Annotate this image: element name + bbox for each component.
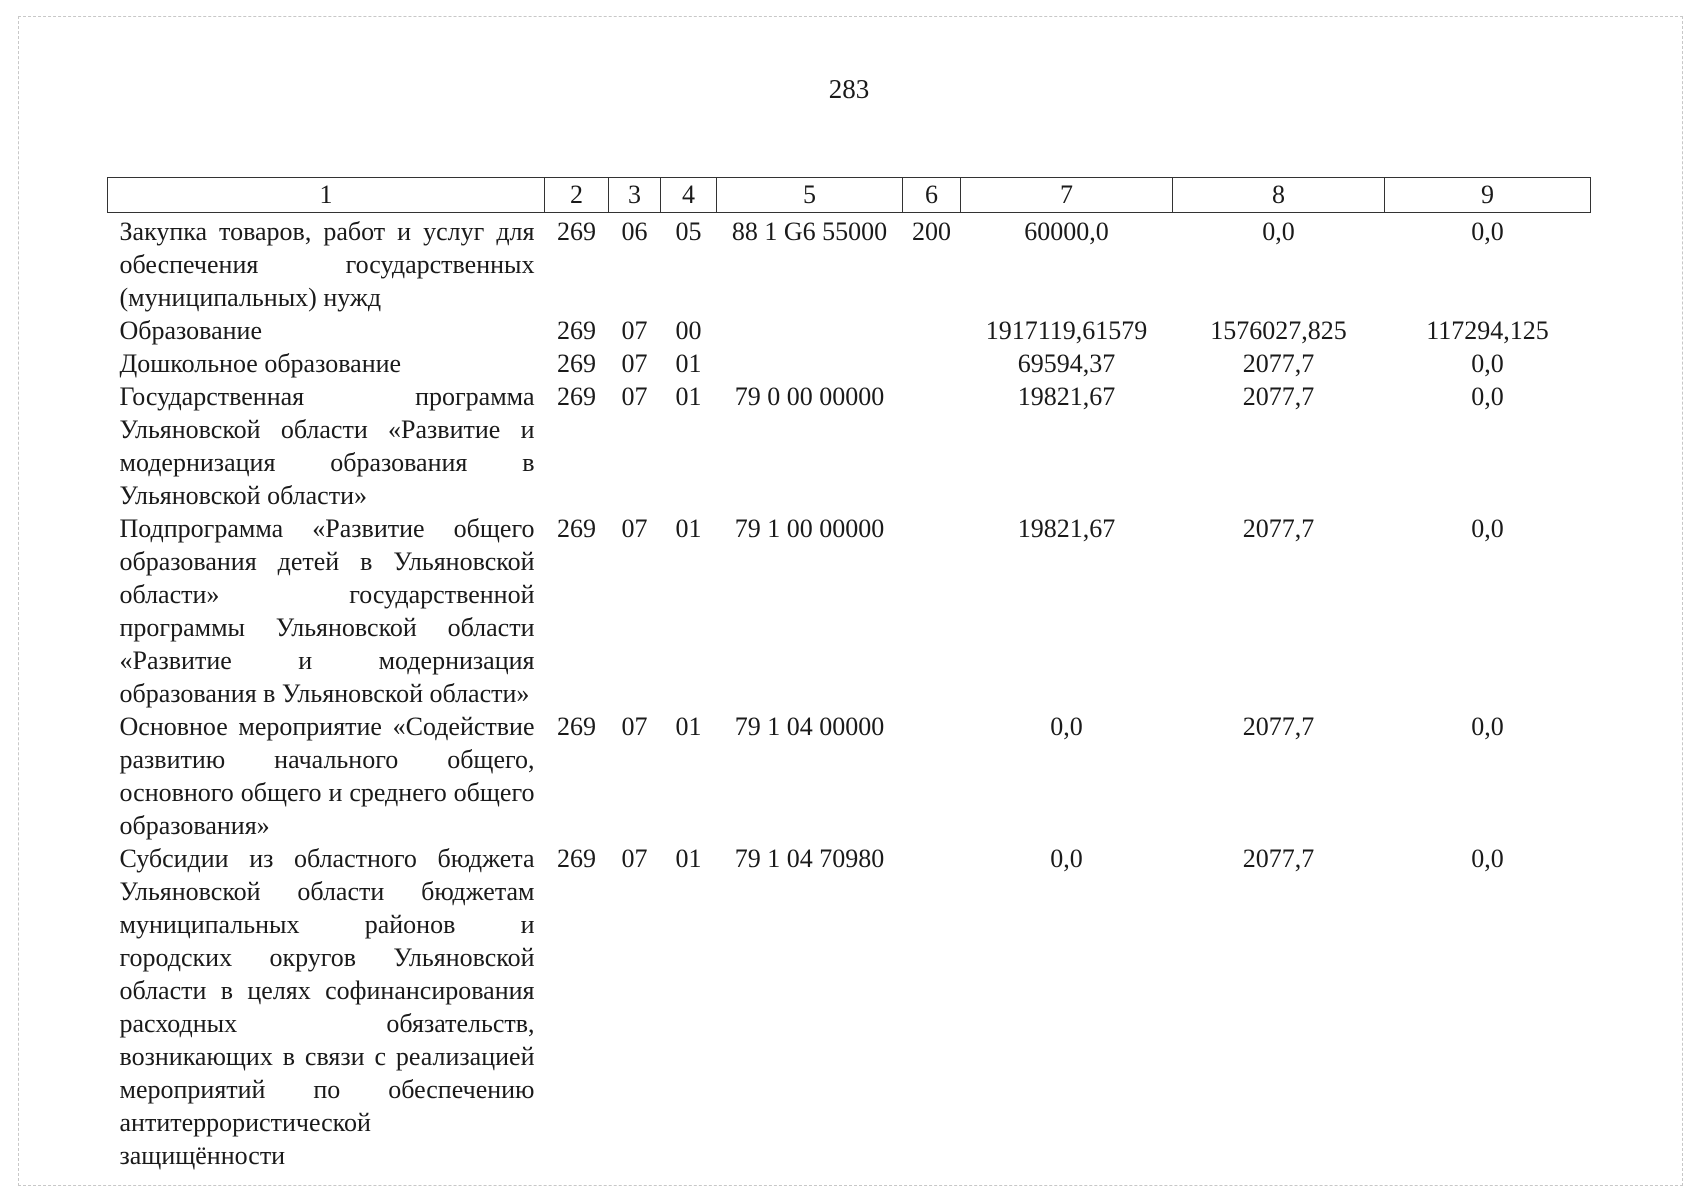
col-header-9: 9 — [1385, 178, 1591, 213]
row-value-cell-8: 1576027,825 — [1210, 316, 1347, 345]
row-name-cell: Дошкольное образование — [119, 349, 402, 378]
row-value-cell-7: 19821,67 — [1017, 382, 1116, 411]
row-value-cell-6 — [903, 710, 961, 842]
row-value-cell-5: 79 0 00 00000 — [734, 382, 885, 411]
row-value-cell-7: 19821,67 — [1017, 514, 1116, 543]
row-value-cell-4: 01 — [675, 712, 702, 741]
table-row — [108, 314, 1591, 347]
row-value-cell-6 — [903, 314, 961, 347]
row-value-cell-8: 2077,7 — [1242, 844, 1315, 873]
row-value-cell-2: 269 — [557, 712, 596, 741]
row-name-cell: Подпрограмма «Развитие общего образования детей в Ульяновской области» государственной программы Ульяновской области «Развитие и модернизация образования в Ульяновской области» — [119, 514, 535, 708]
row-value-cell-8: 2077,7 — [1242, 349, 1315, 378]
col-header-1: 1 — [108, 178, 545, 213]
row-value-cell-2: 269 — [557, 316, 596, 345]
table-header-row — [108, 178, 1591, 213]
row-value-cell-6 — [903, 512, 961, 710]
row-value-cell-6 — [903, 842, 961, 1172]
row-value-cell-2: 269 — [557, 382, 596, 411]
row-value-cell-2: 269 — [557, 349, 596, 378]
row-value-cell-5: 79 1 04 70980 — [734, 844, 885, 873]
row-value-cell-3: 07 — [621, 844, 648, 873]
row-value-cell-7: 1917119,61579 — [985, 316, 1148, 345]
row-name-cell: Государственная программа Ульяновской области «Развитие и модернизация образования в Ульяновской области» — [119, 382, 535, 510]
col-header-6: 6 — [903, 178, 961, 213]
table-row — [108, 347, 1591, 380]
col-header-3: 3 — [609, 178, 661, 213]
row-value-cell-7: 0,0 — [1050, 844, 1083, 873]
row-value-cell-3: 07 — [621, 316, 648, 345]
budget-table — [107, 177, 1591, 1172]
row-value-cell-9: 0,0 — [1471, 382, 1504, 411]
row-value-cell-3: 07 — [621, 349, 648, 378]
row-value-cell-7: 69594,37 — [1017, 349, 1116, 378]
table-row — [108, 710, 1591, 842]
row-name-cell: Субсидии из областного бюджета Ульяновской области бюджетам муниципальных районов и городских округов Ульяновской области в целях софинансирования расходных обязательств, возникающих в связи с реализацией мероприятий по обеспечению антитеррористической защищённости — [119, 844, 535, 1170]
row-value-cell-8: 2077,7 — [1242, 514, 1315, 543]
row-value-cell-2: 269 — [557, 514, 596, 543]
col-header-8: 8 — [1173, 178, 1385, 213]
row-value-cell-2: 269 — [557, 844, 596, 873]
row-value-cell-4: 01 — [675, 349, 702, 378]
row-value-cell-3: 06 — [621, 217, 648, 246]
row-value-cell-9: 0,0 — [1471, 844, 1504, 873]
row-value-cell-8: 0,0 — [1262, 217, 1295, 246]
col-header-4: 4 — [661, 178, 717, 213]
row-value-cell-7: 60000,0 — [1024, 217, 1109, 246]
row-value-cell-9: 117294,125 — [1426, 316, 1549, 345]
row-value-cell-5: 88 1 G6 55000 — [731, 217, 888, 246]
row-value-cell-5: 79 1 00 00000 — [734, 514, 885, 543]
row-value-cell-4: 01 — [675, 844, 702, 873]
row-value-cell-7: 0,0 — [1050, 712, 1083, 741]
row-value-cell-3: 07 — [621, 382, 648, 411]
row-value-cell-9: 0,0 — [1471, 349, 1504, 378]
row-value-cell-3: 07 — [621, 514, 648, 543]
row-value-cell-4: 01 — [675, 514, 702, 543]
row-value-cell-2: 269 — [557, 217, 596, 246]
row-name-cell: Закупка товаров, работ и услуг для обеспечения государственных (муниципальных) нужд — [119, 217, 535, 312]
row-value-cell-3: 07 — [621, 712, 648, 741]
col-header-2: 2 — [545, 178, 609, 213]
row-value-cell-4: 05 — [675, 217, 702, 246]
row-name-cell: Основное мероприятие «Содействие развитию начального общего, основного общего и среднего общего образования» — [119, 712, 535, 840]
row-value-cell-5 — [717, 347, 903, 380]
row-value-cell-9: 0,0 — [1471, 712, 1504, 741]
row-value-cell-5: 79 1 04 00000 — [734, 712, 885, 741]
col-header-7: 7 — [961, 178, 1173, 213]
page-number: 283 — [828, 74, 870, 104]
row-value-cell-4: 00 — [675, 316, 702, 345]
col-header-5: 5 — [717, 178, 903, 213]
row-value-cell-9: 0,0 — [1471, 217, 1504, 246]
row-value-cell-6 — [903, 347, 961, 380]
row-value-cell-6 — [903, 380, 961, 512]
row-value-cell-8: 2077,7 — [1242, 712, 1315, 741]
row-value-cell-9: 0,0 — [1471, 514, 1504, 543]
table-row — [108, 512, 1591, 710]
row-value-cell-4: 01 — [675, 382, 702, 411]
table-row — [108, 842, 1591, 1172]
row-value-cell-6: 200 — [912, 217, 951, 246]
table-row — [108, 213, 1591, 315]
row-value-cell-5 — [717, 314, 903, 347]
row-value-cell-8: 2077,7 — [1242, 382, 1315, 411]
table-row — [108, 380, 1591, 512]
row-name-cell: Образование — [119, 316, 263, 345]
